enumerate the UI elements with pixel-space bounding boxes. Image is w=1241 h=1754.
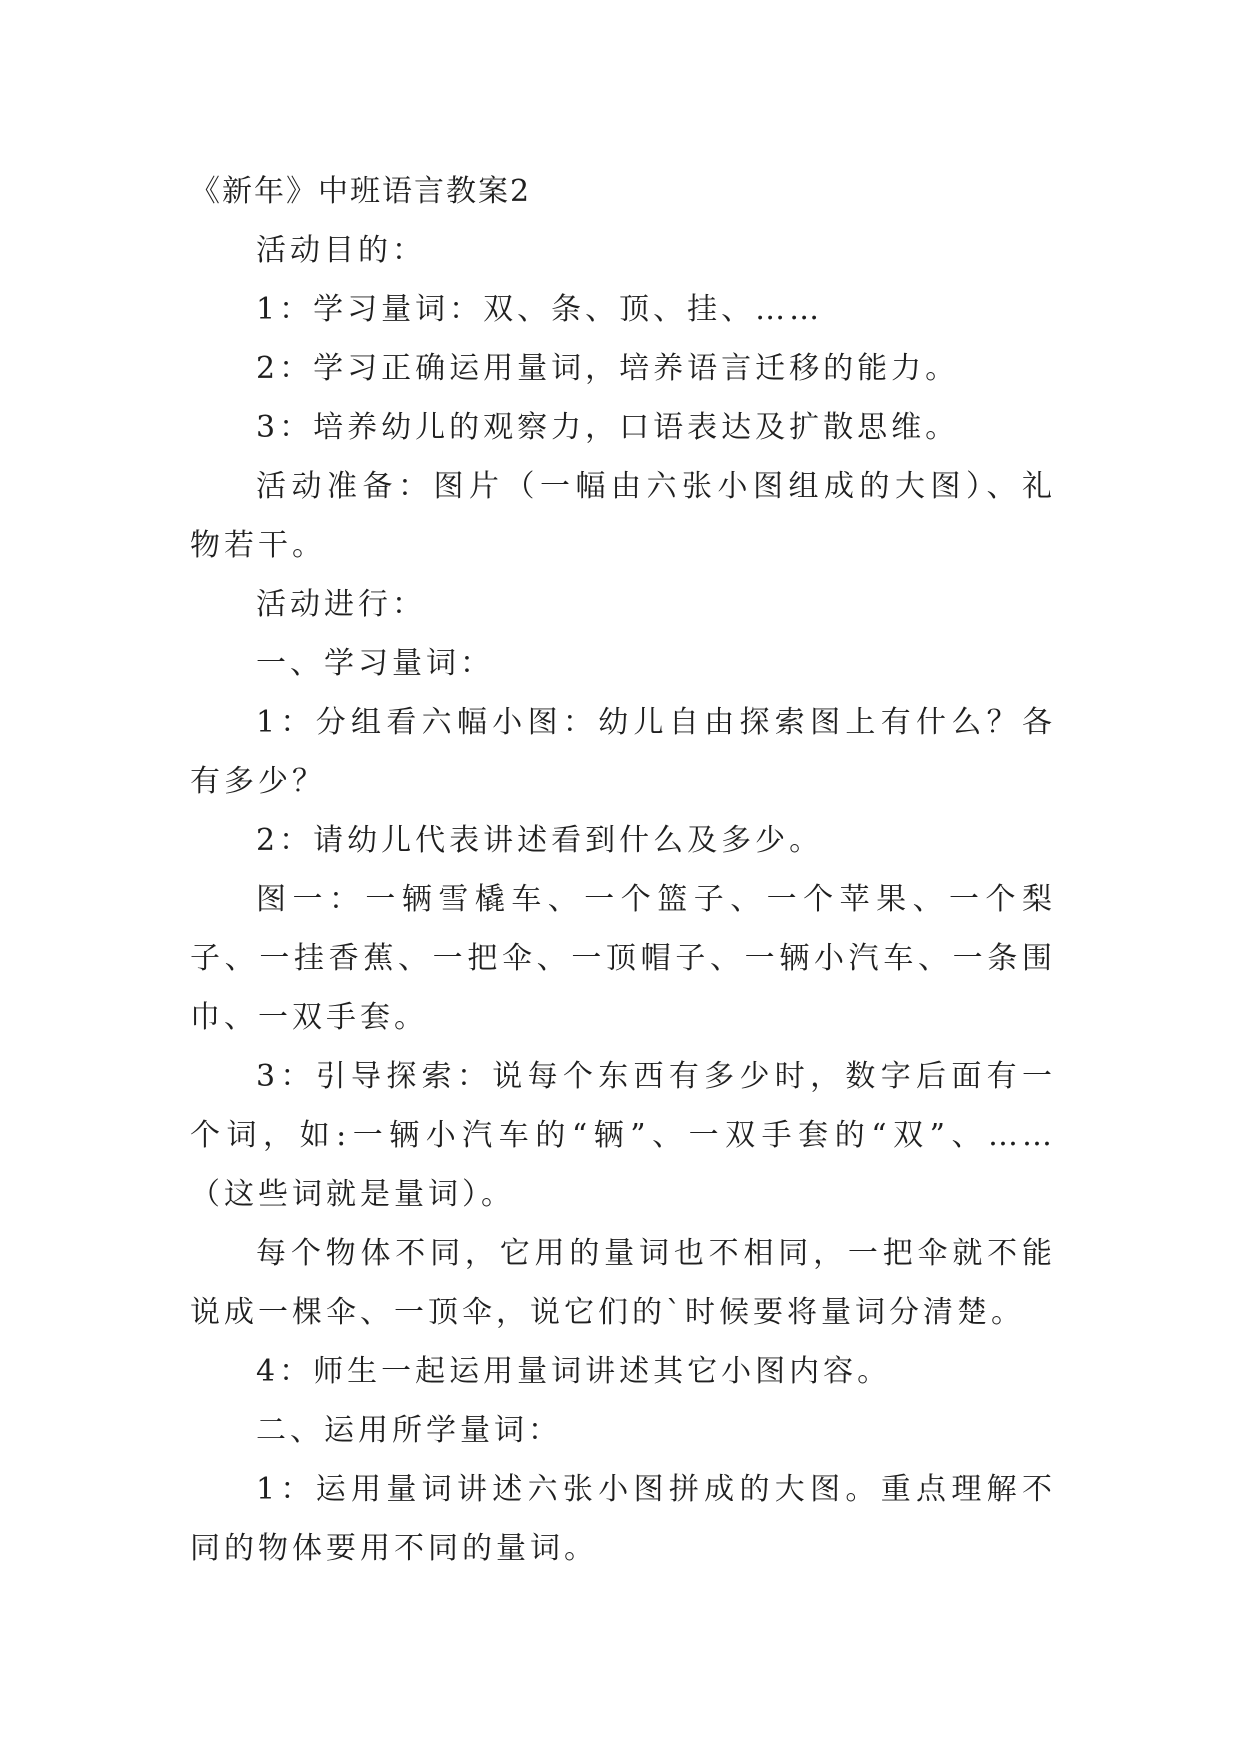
paragraph-section-1: 一、学习量词： (256, 646, 494, 681)
paragraph-section-2-step-1: 1：运用量词讲述六张小图拼成的大图。重点理解不同的物体要用不同的量词。 (190, 1472, 1056, 1566)
paragraph-step-2: 2：请幼儿代表讲述看到什么及多少。 (256, 823, 824, 858)
paragraph-explanation: 每个物体不同，它用的量词也不相同，一把伞就不能说成一棵伞、一顶伞，说它们的`时候要将量词分清楚。 (190, 1236, 1056, 1330)
paragraph-goal-3: 3：培养幼儿的观察力，口语表达及扩散思维。 (256, 410, 960, 445)
paragraph-activity-process: 活动进行： (256, 587, 426, 622)
paragraph-step-1: 1：分组看六幅小图：幼儿自由探索图上有什么？各有多少？ (190, 705, 1056, 799)
paragraph-preparation: 活动准备：图片（一幅由六张小图组成的大图）、礼物若干。 (190, 469, 1056, 563)
paragraph-activity-goals: 活动目的： (256, 233, 426, 268)
paragraph-section-2: 二、运用所学量词： (256, 1413, 562, 1448)
document-body (190, 162, 1056, 1578)
paragraph-picture-1: 图一：一辆雪橇车、一个篮子、一个苹果、一个梨子、一挂香蕉、一把伞、一顶帽子、一辆小汽车、一条围巾、一双手套。 (190, 882, 1056, 1035)
paragraph-step-4: 4：师生一起运用量词讲述其它小图内容。 (256, 1354, 892, 1389)
document-title: 《新年》中班语言教案2 (190, 174, 532, 209)
paragraph-step-3: 3：引导探索：说每个东西有多少时，数字后面有一个词，如:一辆小汽车的“辆”、一双手套的“双”、…… （这些词就是量词）。 (190, 1059, 1056, 1212)
paragraph-goal-2: 2：学习正确运用量词，培养语言迁移的能力。 (256, 351, 960, 386)
paragraph-goal-1: 1：学习量词：双、条、顶、挂、…… (256, 292, 824, 327)
